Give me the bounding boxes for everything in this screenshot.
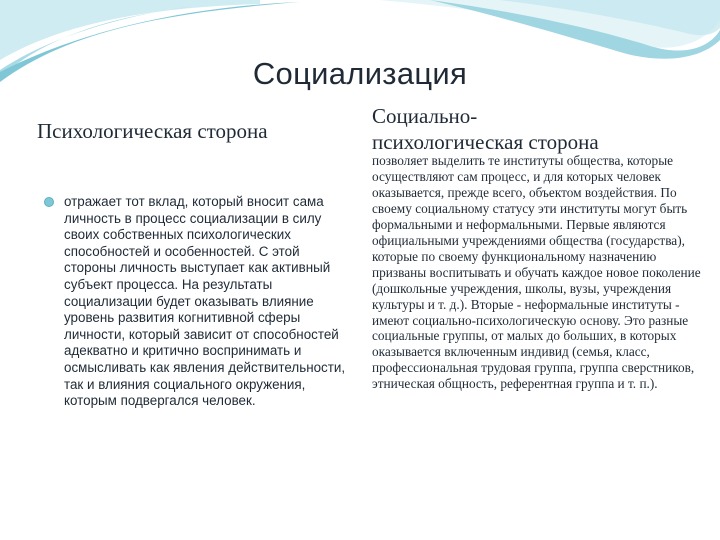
right-heading-line1: Социально- (372, 104, 478, 128)
right-column-heading (372, 103, 712, 155)
slide-title: Социализация (252, 56, 468, 91)
left-bullet-text: отражает тот вклад, который вносит сама личность в процесс социализации в силу своих собственных психологических способностей и особенностей. С этой стороны личность выступает как активный субъект процесса. На результаты социализации будет оказывать влияние уровень развития когнитивной сферы личности, который зависит от способностей адекватно и критично воспринимать и осмысливать как явления действительности, так и влияния социального окружения, которым подвергался человек. (64, 194, 346, 409)
bullet-dot-icon (44, 197, 54, 207)
right-column-text: позволяет выделить те институты общества, которые осуществляют сам процесс, и для которых человек оказывается, прежде всего, объектом воздействия. По своему социальному статусу эти институты могут быть формальными и неформальными. Первые являются официальными учреждениями общества (государства), которые по своему функциональному назначению призваны воспитывать и обучать каждое новое поколение (дошкольные учреждения, школы, вузы, учреждения культуры и т. д.). Вторые - неформальные институты - имеют социально-психологическую основу. Это разные социальные группы, от малых до больших, в которых оказывается включенным индивид (семья, класс, профессиональная трудовая группа, группа сверстников, этническая общность, референтная группа и т. п.). (372, 153, 701, 392)
right-heading-line2: психологическая сторона (372, 130, 599, 154)
left-column-heading: Психологическая сторона (37, 119, 268, 143)
